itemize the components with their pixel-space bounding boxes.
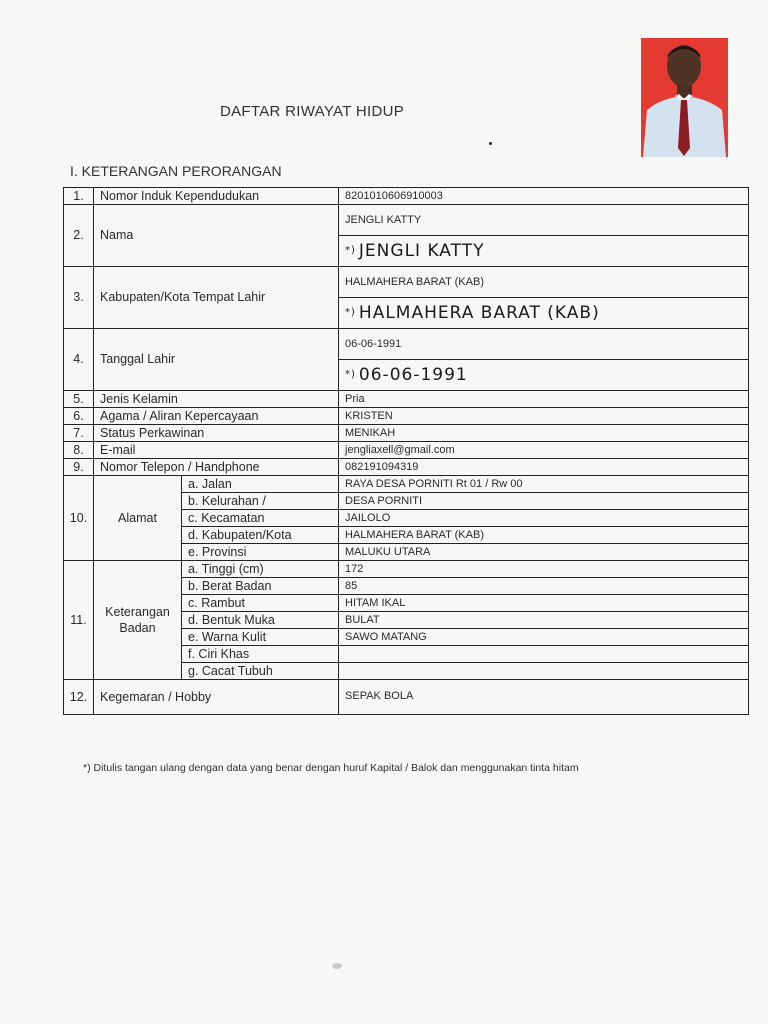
field-value: 082191094319 xyxy=(339,459,749,476)
field-label: Nomor Telepon / Handphone xyxy=(94,459,339,476)
document-title: DAFTAR RIWAYAT HIDUP xyxy=(220,103,405,120)
field-label: Kabupaten/Kota Tempat Lahir xyxy=(94,267,339,329)
handwritten-value xyxy=(339,298,749,329)
field-value: HALMAHERA BARAT (KAB) xyxy=(339,267,749,298)
sub-label: e. Warna Kulit xyxy=(182,629,339,646)
personal-info-table xyxy=(63,187,749,715)
sub-label: a. Jalan xyxy=(182,476,339,493)
field-value: JAILOLO xyxy=(339,510,749,527)
field-value: jengliaxell@gmail.com xyxy=(339,442,749,459)
field-label: Tanggal Lahir xyxy=(94,329,339,391)
asterisk-note: *) xyxy=(345,307,356,318)
field-label-line2: Badan xyxy=(119,621,156,635)
table-row xyxy=(64,267,749,298)
table-row xyxy=(64,408,749,425)
table-row xyxy=(64,329,749,360)
handwritten-value xyxy=(339,236,749,267)
field-value: JENGLI KATTY xyxy=(339,205,749,236)
field-value: HALMAHERA BARAT (KAB) xyxy=(339,527,749,544)
field-label: Kegemaran / Hobby xyxy=(94,680,339,715)
sub-label: g. Cacat Tubuh xyxy=(182,663,339,680)
sub-label: c. Rambut xyxy=(182,595,339,612)
sub-label: f. Ciri Khas xyxy=(182,646,339,663)
field-value: RAYA DESA PORNITI Rt 01 / Rw 00 xyxy=(339,476,749,493)
table-row xyxy=(64,188,749,205)
row-number: 6. xyxy=(64,408,94,425)
row-number: 9. xyxy=(64,459,94,476)
field-value: BULAT xyxy=(339,612,749,629)
paper-speck xyxy=(332,963,342,969)
table-row xyxy=(64,680,749,715)
row-number: 5. xyxy=(64,391,94,408)
field-value: 06-06-1991 xyxy=(339,329,749,360)
row-number: 7. xyxy=(64,425,94,442)
row-number: 12. xyxy=(64,680,94,715)
sub-label: a. Tinggi (cm) xyxy=(182,561,339,578)
field-value: 85 xyxy=(339,578,749,595)
table-row xyxy=(64,425,749,442)
table-row xyxy=(64,459,749,476)
field-label: Jenis Kelamin xyxy=(94,391,339,408)
field-value: SAWO MATANG xyxy=(339,629,749,646)
table-row xyxy=(64,476,749,493)
row-number: 3. xyxy=(64,267,94,329)
field-label xyxy=(94,561,182,680)
row-number: 1. xyxy=(64,188,94,205)
asterisk-note: *) xyxy=(345,245,356,256)
row-number: 8. xyxy=(64,442,94,459)
table-row xyxy=(64,442,749,459)
row-number: 2. xyxy=(64,205,94,267)
handwritten-text: 06-06-1991 xyxy=(358,365,468,385)
field-label: E-mail xyxy=(94,442,339,459)
field-value: MALUKU UTARA xyxy=(339,544,749,561)
section-heading: I. KETERANGAN PERORANGAN xyxy=(70,163,282,179)
field-value xyxy=(339,663,749,680)
sub-label: b. Berat Badan xyxy=(182,578,339,595)
profile-photo xyxy=(641,38,728,157)
ink-dot xyxy=(489,142,492,145)
sub-label: d. Kabupaten/Kota xyxy=(182,527,339,544)
field-value: KRISTEN xyxy=(339,408,749,425)
field-label-line1: Keterangan xyxy=(105,605,170,619)
handwritten-text: JENGLI KATTY xyxy=(358,241,485,261)
handwritten-value xyxy=(339,360,749,391)
footnote: *) Ditulis tangan ulang dengan data yang benar dengan huruf Kapital / Balok dan menggunakan tinta hitam xyxy=(83,762,579,774)
handwritten-text: HALMAHERA BARAT (KAB) xyxy=(358,303,600,323)
field-label: Nomor Induk Kependudukan xyxy=(94,188,339,205)
field-value: 172 xyxy=(339,561,749,578)
table-row xyxy=(64,561,749,578)
field-label: Nama xyxy=(94,205,339,267)
row-number: 4. xyxy=(64,329,94,391)
table-row xyxy=(64,391,749,408)
field-value: SEPAK BOLA xyxy=(339,680,749,715)
asterisk-note: *) xyxy=(345,369,356,380)
row-number: 11. xyxy=(64,561,94,680)
field-value: DESA PORNITI xyxy=(339,493,749,510)
field-value: MENIKAH xyxy=(339,425,749,442)
field-value: HITAM IKAL xyxy=(339,595,749,612)
field-label: Alamat xyxy=(94,476,182,561)
table-row xyxy=(64,205,749,236)
sub-label: c. Kecamatan xyxy=(182,510,339,527)
field-label: Agama / Aliran Kepercayaan xyxy=(94,408,339,425)
field-value: 8201010606910003 xyxy=(339,188,749,205)
row-number: 10. xyxy=(64,476,94,561)
field-value: Pria xyxy=(339,391,749,408)
sub-label: b. Kelurahan / xyxy=(182,493,339,510)
sub-label: e. Provinsi xyxy=(182,544,339,561)
field-label: Status Perkawinan xyxy=(94,425,339,442)
sub-label: d. Bentuk Muka xyxy=(182,612,339,629)
field-value xyxy=(339,646,749,663)
